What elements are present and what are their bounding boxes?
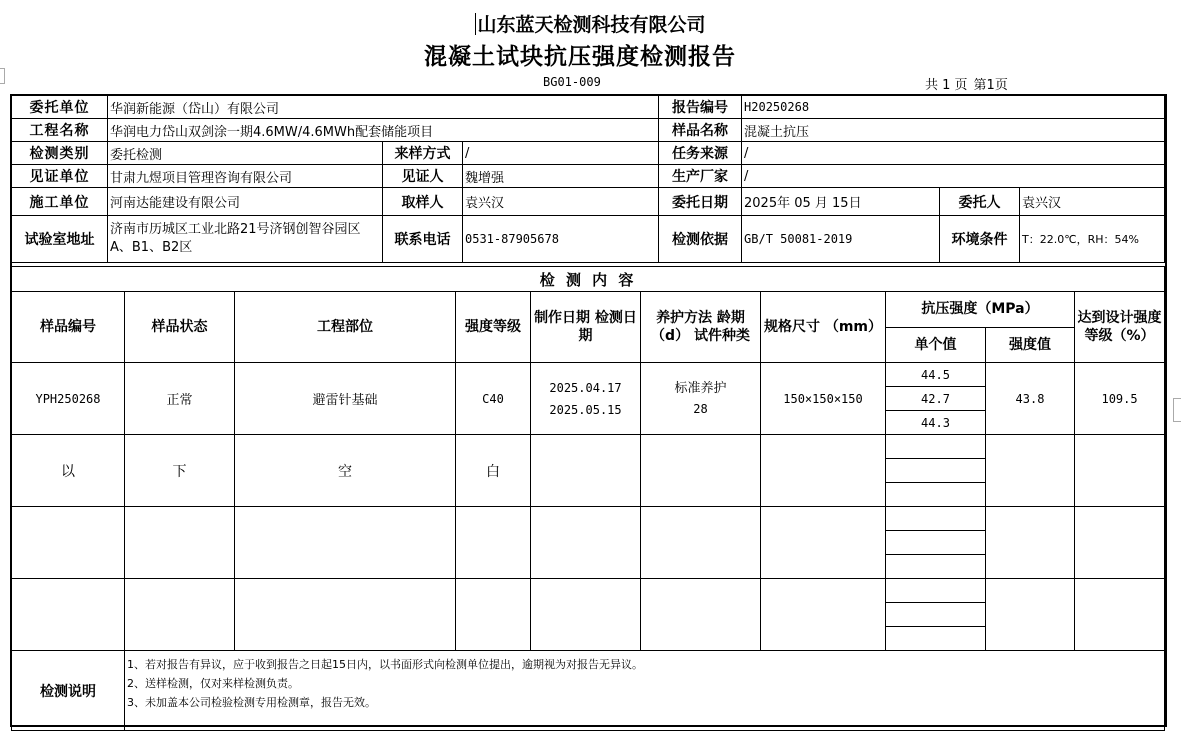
project-label: 工程名称 [12,119,108,142]
empty-cell [531,579,641,651]
env-value: T：22.0℃，RH：54% [1020,216,1165,263]
empty-cell [761,435,886,507]
empty-cell [761,579,886,651]
sampler-label: 取样人 [383,188,463,216]
part-cell: 避雷针基础 [235,363,456,435]
empty-cell [1075,579,1165,651]
empty-sub-cell [886,507,986,531]
single-value-2: 42.7 [886,387,986,411]
grade-cell: C40 [456,363,531,435]
empty-cell [456,579,531,651]
col-design: 达到设计强度等级（%） [1075,292,1165,363]
col-strength: 抗压强度（MPa） [886,292,1075,328]
single-value-1: 44.5 [886,363,986,387]
col-single: 单个值 [886,327,986,363]
empty-cell [456,507,531,579]
info-table [11,95,1165,263]
total-pages: 共 1 页 [925,78,968,93]
test-type-label: 检测类别 [12,142,108,165]
blank-cell-4: 白 [456,435,531,507]
lab-address-label: 试验室地址 [12,216,108,263]
empty-cell [125,579,235,651]
form-code: BG01-009 [543,75,601,89]
manufacturer-value: / [742,165,1165,188]
single-value-3: 44.3 [886,411,986,435]
lab-address-value: 济南市历城区工业北路21号济钢创智谷园区A、B1、B2区 [108,216,383,263]
manufacturer-label: 生产厂家 [659,165,742,188]
witness-unit-value: 甘肃九煜项目管理咨询有限公司 [108,165,383,188]
empty-cell [125,507,235,579]
env-label: 环境条件 [940,216,1020,263]
entrust-date-label: 委托日期 [659,188,742,216]
notes-label: 检测说明 [12,651,125,731]
size-cell: 150×150×150 [761,363,886,435]
entruster-label: 委托人 [940,188,1020,216]
task-source-value: / [742,142,1165,165]
project-value: 华润电力岱山双剑涂一期4.6MW/4.6MWh配套储能项目 [108,119,659,142]
client-value: 华润新能源（岱山）有限公司 [108,96,659,119]
blank-cell-2: 下 [125,435,235,507]
col-dates: 制作日期 检测日期 [531,292,641,363]
results-table [11,266,1165,731]
col-size: 规格尺寸 （mm） [761,292,886,363]
blank-cell-3: 空 [235,435,456,507]
blank-row [12,435,1165,459]
col-curing: 养护方法 龄期（d） 试件种类 [641,292,761,363]
empty-sub-cell [886,555,986,579]
empty-cell [641,435,761,507]
phone-value: 0531-87905678 [463,216,659,263]
entruster-value: 袁兴汉 [1020,188,1165,216]
report-title: 混凝土试块抗压强度检测报告 [424,44,736,70]
empty-cell [641,579,761,651]
state-cell: 正常 [125,363,235,435]
empty-cell [641,507,761,579]
sampling-method-value: / [463,142,659,165]
empty-cell [986,435,1075,507]
blank-row [12,579,1165,603]
col-grade: 强度等级 [456,292,531,363]
strength-cell: 43.8 [986,363,1075,435]
empty-sub-cell [886,579,986,603]
empty-sub-cell [886,483,986,507]
col-state: 样品状态 [125,292,235,363]
empty-cell [761,507,886,579]
witness-label: 见证人 [383,165,463,188]
empty-sub-cell [886,627,986,651]
empty-cell [1075,435,1165,507]
empty-cell [531,507,641,579]
basis-value: GB/T 50081-2019 [742,216,940,263]
construction-value: 河南达能建设有限公司 [108,188,383,216]
company-name [0,10,1181,37]
right-scroll-handle[interactable] [1173,398,1181,422]
sampler-value: 袁兴汉 [463,188,659,216]
design-pct-cell: 109.5 [1075,363,1165,435]
blank-row [12,507,1165,531]
empty-cell [235,579,456,651]
task-source-label: 任务来源 [659,142,742,165]
empty-cell [986,507,1075,579]
empty-cell [12,579,125,651]
report-no-label: 报告编号 [659,96,742,119]
col-part: 工程部位 [235,292,456,363]
sample-name-value: 混凝土抗压 [742,119,1165,142]
curing-method: 标准养护 [674,380,727,396]
entrust-date-value: 2025年 05 月 15日 [742,188,940,216]
current-page: 第1页 [973,78,1008,93]
section-title: 检 测 内 容 [12,267,1165,292]
notes-text [125,651,1165,731]
sample-no-cell: YPH250268 [12,363,125,435]
empty-cell [986,579,1075,651]
test-date: 2025.05.15 [549,402,622,417]
empty-cell [235,507,456,579]
report-no-value: H20250268 [742,96,1165,119]
sampling-method-label: 来样方式 [383,142,463,165]
note-1: 1、若对报告有异议，应于收到报告之日起15日内，以书面形式向检测单位提出，逾期视为对报告无异议。 [127,658,643,671]
page-count [925,74,1014,93]
blank-cell-1: 以 [12,435,125,507]
witness-value: 魏增强 [463,165,659,188]
basis-label: 检测依据 [659,216,742,263]
sample-name-label: 样品名称 [659,119,742,142]
col-strength-value: 强度值 [986,327,1075,363]
test-type-value: 委托检测 [108,142,383,165]
witness-unit-label: 见证单位 [12,165,108,188]
empty-sub-cell [886,435,986,459]
empty-cell [531,435,641,507]
dates-cell [531,363,641,435]
empty-cell [1075,507,1165,579]
empty-sub-cell [886,531,986,555]
company-name-text: 山东蓝天检测科技有限公司 [477,14,706,36]
table-row [12,363,1165,387]
make-date: 2025.04.17 [549,380,622,395]
note-2: 2、送样检测，仅对来样检测负责。 [127,677,299,690]
empty-sub-cell [886,459,986,483]
curing-cell [641,363,761,435]
note-3: 3、未加盖本公司检验检测专用检测章，报告无效。 [127,696,376,709]
phone-label: 联系电话 [383,216,463,263]
col-sample-no: 样品编号 [12,292,125,363]
client-label: 委托单位 [12,96,108,119]
empty-cell [12,507,125,579]
empty-sub-cell [886,603,986,627]
curing-age: 28 [693,401,708,416]
construction-label: 施工单位 [12,188,108,216]
